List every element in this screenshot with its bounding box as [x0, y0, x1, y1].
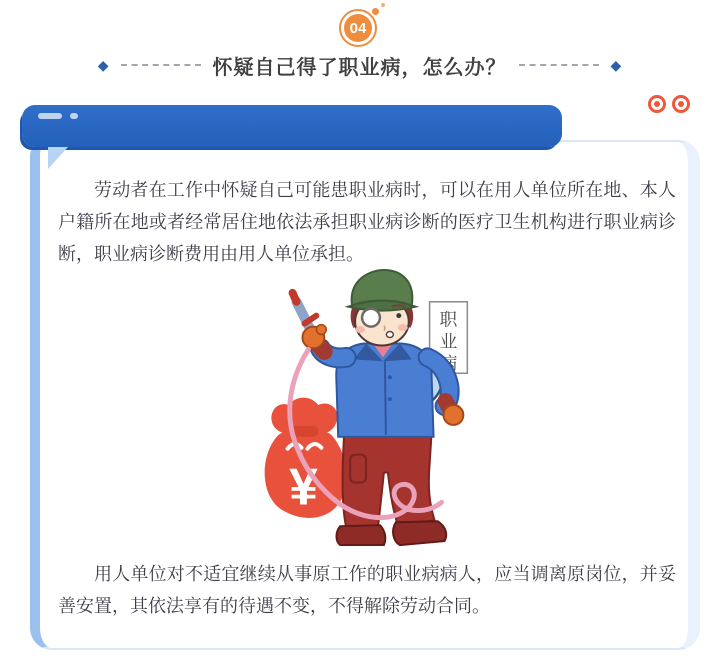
diamond-icon: ◆	[97, 57, 109, 73]
section-number-badge	[339, 9, 377, 47]
dashed-rule	[121, 64, 201, 66]
diamond-icon: ◆	[610, 57, 622, 73]
dot-icon	[372, 8, 379, 15]
svg-text:病: 病	[439, 353, 458, 374]
yuan-symbol: ¥	[289, 457, 318, 516]
illustration-canvas	[240, 266, 500, 554]
paragraph-diagnosis: 劳动者在工作中怀疑自己可能患职业病时，可以在用人单位所在地、本人户籍所在地或者经常居住地依法承担职业病诊断的医疗卫生机构进行职业病诊断，职业病诊断费用由用人单位承担。	[58, 180, 676, 264]
paragraph-reassignment: 用人单位对不适宜继续从事原工作的职业病病人，应当调离原岗位，并妥善安置，其依法享有的待遇不变，不得解除劳动合同。	[58, 564, 676, 616]
section-number: 04	[344, 14, 372, 42]
worker-illustration	[240, 266, 500, 554]
card-header-bar	[22, 105, 562, 147]
target-icon	[648, 95, 666, 113]
svg-text:业: 业	[439, 331, 458, 352]
decor-dash	[70, 113, 78, 119]
svg-text:职: 职	[439, 309, 458, 330]
page-title: 怀疑自己得了职业病，怎么办？	[212, 56, 507, 79]
dashed-rule	[519, 64, 599, 66]
decor-dash	[38, 113, 62, 119]
target-icon	[672, 95, 690, 113]
dot-icon	[381, 3, 385, 7]
section-heading	[0, 50, 719, 80]
